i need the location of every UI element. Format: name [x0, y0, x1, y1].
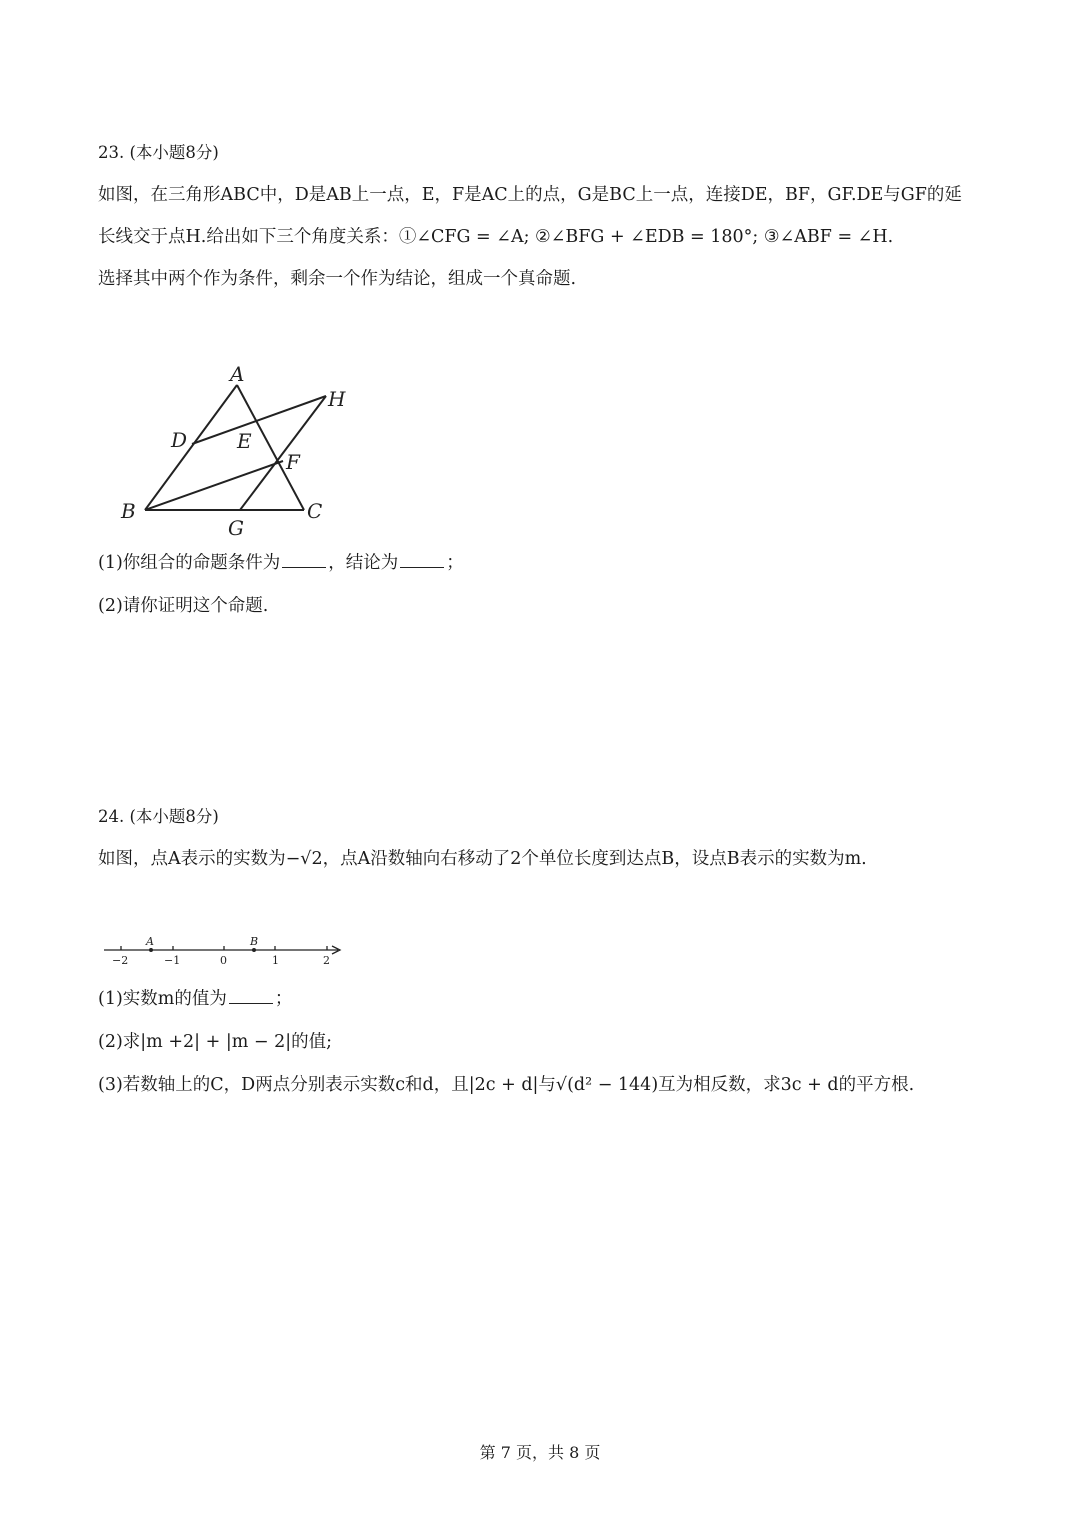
q23-header: 23. (本小题8分) — [98, 143, 219, 162]
q24-sub3: (3)若数轴上的C，D两点分别表示实数c和d，且|2c + d|与√(d² − 144)互为相反数，求3c + d的平方根. — [98, 1075, 915, 1095]
point-a-label: A — [146, 935, 154, 948]
tick-label-0: 0 — [220, 954, 227, 967]
q24-number-line — [100, 930, 350, 970]
q23-line-3: 选择其中两个作为条件，剩余一个作为结论，组成一个真命题. — [98, 269, 577, 289]
q23-sub1-suffix: ； — [446, 553, 464, 573]
q24-line-1: 如图，点A表示的实数为−√2，点A沿数轴向右移动了2个单位长度到达点B，设点B表示的实数为m. — [98, 849, 867, 869]
label-a: A — [230, 362, 245, 386]
q23-figure — [110, 355, 370, 545]
page-footer: 第 7 页，共 8 页 — [479, 1443, 601, 1462]
q23-line-1: 如图，在三角形ABC中，D是AB上一点，E，F是AC上的点，G是BC上一点，连接DE，BF，GF.DE与GF的延 — [98, 185, 962, 205]
label-d: D — [171, 428, 188, 452]
label-h: H — [328, 387, 346, 411]
label-c: C — [307, 499, 323, 523]
label-g: G — [228, 516, 244, 540]
answer-blank-conclusion[interactable] — [400, 553, 444, 568]
q24-sub1 — [98, 988, 292, 1010]
segment-ab — [145, 385, 237, 510]
q23-sub2: (2)请你证明这个命题. — [98, 596, 269, 616]
q23-line-2: 长线交于点H.给出如下三个角度关系：①∠CFG = ∠A; ②∠BFG + ∠EDB = 180°; ③∠ABF = ∠H. — [98, 227, 894, 247]
q23-sub1 — [98, 552, 464, 574]
tick-label-2: 2 — [323, 954, 330, 967]
answer-blank-condition[interactable] — [282, 553, 326, 568]
label-e: E — [237, 429, 252, 453]
q24-header: 24. (本小题8分) — [98, 807, 219, 826]
point-a-dot — [149, 948, 153, 952]
tick-label-1: 1 — [272, 954, 279, 967]
q24-sub1-prefix: (1)实数m的值为 — [98, 989, 227, 1009]
point-b-label: B — [250, 935, 259, 948]
label-f: F — [286, 450, 300, 474]
tick-label-neg2: −2 — [112, 954, 129, 967]
label-b: B — [121, 499, 136, 523]
q24-sub1-suffix: ； — [274, 989, 293, 1009]
answer-blank-m[interactable] — [229, 989, 273, 1004]
q24-sub2: (2)求|m +2| + |m − 2|的值; — [98, 1032, 333, 1052]
q23-sub1-prefix: (1)你组合的命题条件为 — [98, 553, 281, 573]
q23-sub1-mid: ，结论为 — [328, 553, 399, 573]
point-b-dot — [252, 948, 256, 952]
segment-bf — [145, 461, 283, 510]
tick-label-neg1: −1 — [164, 954, 181, 967]
